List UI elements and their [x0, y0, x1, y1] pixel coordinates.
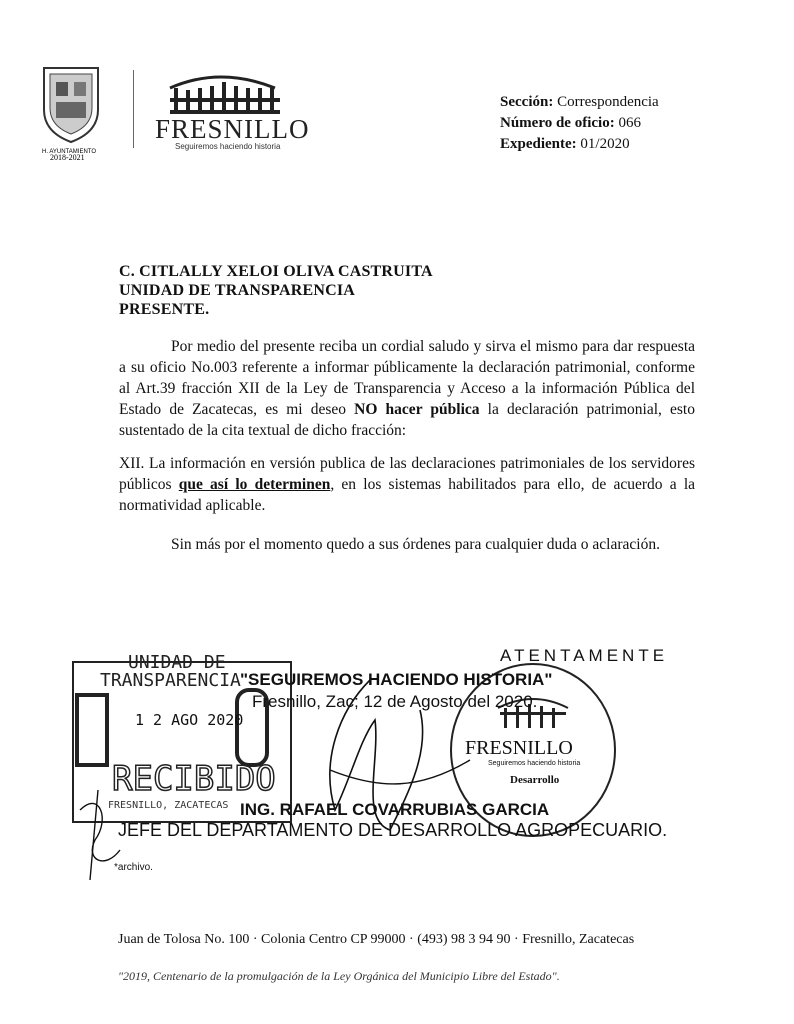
dept-seal-word: FRESNILLO: [465, 737, 573, 759]
addressee-presente: PRESENTE.: [119, 301, 210, 318]
p2-text-a: XII. La información en versión publica de las declaraciones patrimoniales de los servidores públicos: [119, 455, 695, 493]
p1-text-b: la declaración patrimonial, esto sustentado de la cita textual de dicho fracción:: [119, 401, 695, 439]
addressee-block: [119, 262, 433, 319]
seal-caption-1: H. AYUNTAMIENTO: [42, 149, 97, 155]
seccion-label: Sección:: [500, 94, 554, 110]
document-metadata: [500, 92, 659, 155]
addressee-name: C. CITLALLY XELOI OLIVA CASTRUITA: [119, 263, 433, 280]
body-paragraph-2: [119, 453, 695, 516]
p1-bold: NO hacer pública: [354, 401, 480, 418]
logo-word: FRESNILLO: [155, 114, 310, 144]
header-divider: [133, 70, 134, 148]
footer-legend: "2019, Centenario de la promulgación de la Ley Orgánica del Municipio Libre del Estado".: [118, 969, 560, 983]
stamp-line-1: UNIDAD DE: [128, 652, 226, 673]
footer-address: Juan de Tolosa No. 100 · Colonia Centro CP 99000 · (493) 98 3 94 90 · Fresnillo, Zacatecas: [118, 932, 635, 947]
seal-caption-2: 2018-2021: [50, 153, 85, 160]
stamp-recibido: RECIBIDO: [112, 759, 276, 799]
expediente-label: Expediente:: [500, 136, 577, 152]
p2-text-b: , en los sistemas habilitados para ello, de acuerdo a la normatividad aplicable.: [119, 476, 696, 514]
signer-title: JEFE DEL DEPARTAMENTO DE DESARROLLO AGROPECUARIO.: [118, 820, 668, 840]
p2-underlined: que así lo determinen: [178, 476, 331, 493]
oficio-label: Número de oficio:: [500, 115, 615, 131]
dept-seal-tagline: Seguiremos haciendo historia: [488, 760, 581, 767]
stamp-city: FRESNILLO, ZACATECAS: [108, 800, 229, 811]
body-paragraph-1: [119, 336, 695, 441]
body-paragraph-3: Sin más por el momento quedo a sus órdenes para cualquier duda o aclaración.: [171, 536, 660, 553]
stamp-line-2: TRANSPARENCIA: [100, 670, 241, 691]
seccion-value: Correspondencia: [557, 94, 659, 110]
p1-text-a: Por medio del presente reciba un cordial saludo y sirva el mismo para dar respuesta a su oficio No.003 referente a informar públicamente la declaración patrimonial, conforme al Art.39 fracción XII de la Ley de Transparencia y Acceso a la información Pública del Estado de Zacatecas, es mi deseo: [119, 338, 695, 418]
archive-note: *archivo.: [114, 862, 153, 873]
oficio-value: 066: [618, 115, 641, 131]
place-date: Fresnillo, Zac; 12 de Agosto del 2020.: [252, 692, 538, 711]
signer-name: ING. RAFAEL COVARRUBIAS GARCIA: [240, 800, 550, 819]
municipal-seal-icon: [36, 60, 106, 160]
dept-seal-dep: Desarrollo: [510, 774, 560, 786]
logo-tagline: Seguiremos haciendo historia: [175, 142, 281, 151]
atentamente: ATENTAMENTE: [500, 646, 669, 665]
motto: "SEGUIREMOS HACIENDO HISTORIA": [240, 670, 553, 689]
addressee-unit: UNIDAD DE TRANSPARENCIA: [119, 282, 356, 299]
expediente-value: 01/2020: [580, 136, 630, 152]
stamp-date: 1 2 AGO 2020: [135, 711, 244, 729]
